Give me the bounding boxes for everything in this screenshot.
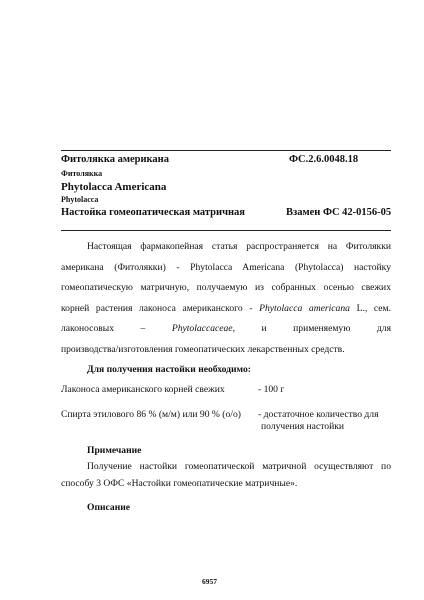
top-rule — [61, 150, 391, 151]
replaces-note: Взамен ФС 42-0156-05 — [286, 207, 392, 218]
note-paragraph: Получение настойки гомеопатической матричной осуществляют по способу 3 ОФС «Настойки гомеопатические матричные». — [61, 461, 391, 489]
ingredient-2-amount-line1: - достаточное количество для — [258, 409, 379, 420]
product-name: Настойка гомеопатическая матричная — [61, 207, 245, 218]
ingredient-2-amount-line2: получения настойки — [261, 421, 344, 432]
title-ru-short: Фитолякка — [61, 169, 103, 178]
monograph-code: ФС.2.6.0048.18 — [289, 154, 359, 165]
note-heading: Примечание — [87, 445, 142, 456]
title-ru: Фитолякка американа — [61, 154, 169, 165]
bottom-rule — [61, 230, 391, 231]
composition-heading: Для получения настойки необходимо: — [87, 364, 251, 375]
description-heading: Описание — [87, 502, 131, 513]
title-latin-short: Phytolacca — [61, 195, 99, 204]
page-number: 6957 — [202, 577, 217, 586]
intro-paragraph: Настоящая фармакопейная статья распространяется на Фитолякки американа (Фитолякки) - Phytolacca Americana (Phytolacca) настойку гомеопатическую матричную, получаемую из собранных осенью свежих корней растения лаконоса американского - Phytolacca americana L., сем. лаконосовых – Phytolaccaceae, и применяемую для производства/изготовления гомеопатических лекарственных средств. — [61, 241, 391, 355]
ingredient-1-amount: - 100 г — [258, 384, 285, 395]
title-latin: Phytolacca Americana — [61, 181, 167, 193]
ingredient-1-name: Лаконоса американского корней свежих — [61, 384, 225, 395]
ingredient-2-name: Спирта этилового 86 % (м/м) или 90 % (о/о) — [61, 409, 241, 420]
